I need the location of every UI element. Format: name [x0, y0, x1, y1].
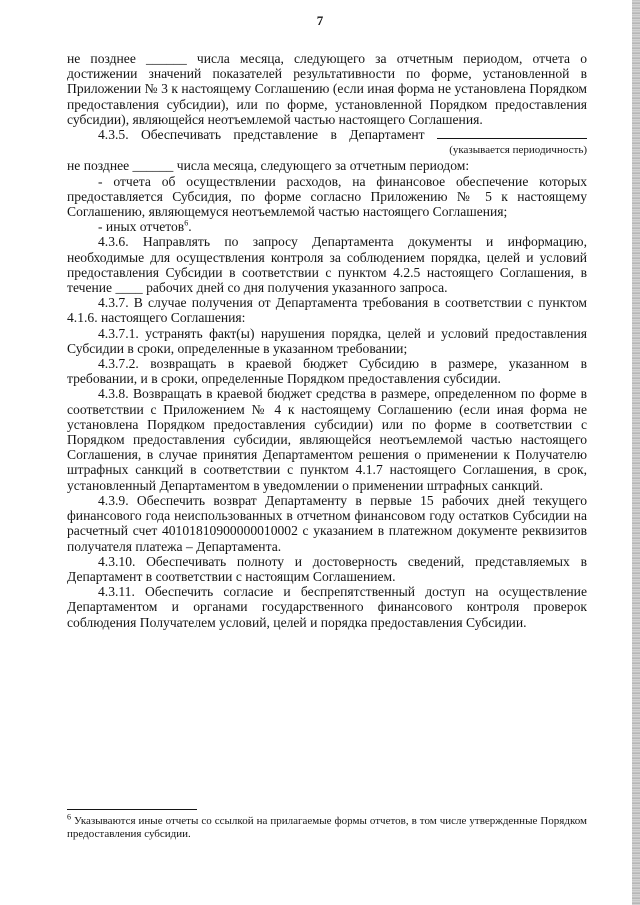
- bullet-expense-report: - отчета об осуществлении расходов, на финансовое обеспечение которых предоставляется Субсидия, по форме согласно Приложению № 5 к настоящему Соглашению, являющемуся неотъемлемой частью настоящего Соглашения;: [67, 173, 587, 220]
- paragraph-4-3-8: 4.3.8. Возвращать в краевой бюджет средства в размере, определенном по форме в соответствии с Приложением № 4 к настоящему Соглашению (если иная форма не установлена Порядком предоставления субсидии) или по форме в соответствии с Порядком предоставления субсидии, являющейся неотъемлемой частью настоящего Соглашения, в случае принятия Департаментом решения о применении к Получателю штрафных санкций в соответствии с пунктом 4.1.7 настоящего Соглашения, в срок, установленный Департаментом в уведомлении о применении штрафных санкций.: [67, 386, 587, 493]
- footnote-text: Указываются иные отчеты со ссылкой на прилагаемые формы отчетов, в том числе утвержденные Порядком предоставления субсидии.: [67, 815, 587, 840]
- paragraph-4-3-5-deadline: не позднее ______ числа месяца, следующего за отчетным периодом:: [67, 158, 470, 174]
- paragraph-4-3-5: [67, 127, 587, 142]
- document-body: [67, 51, 587, 630]
- bullet-other-reports-text: - иных отчетов: [98, 219, 185, 235]
- paragraph-4-3-10: 4.3.10. Обеспечивать полноту и достоверность сведений, представляемых в Департамент в соответствии с настоящим Соглашением.: [67, 553, 587, 584]
- paragraph-4-3-9: 4.3.9. Обеспечить возврат Департаменту в первые 15 рабочих дней текущего финансового года неиспользованных в отчетном финансовом году остатков Субсидии на расчетный счет 40101810900000010002 с указанием в платежном документе реквизитов получателя платежа – Департамента.: [67, 492, 587, 554]
- bullet-other-reports: [67, 219, 587, 234]
- paragraph-4-3-5-text: 4.3.5. Обеспечивать представление в Департамент: [98, 127, 425, 143]
- footnote-mark: 6: [67, 812, 71, 822]
- paragraph-4-3-7: 4.3.7. В случае получения от Департамента требования в соответствии с пунктом 4.1.6. настоящего Соглашения:: [67, 295, 587, 326]
- footnote-separator: [67, 809, 197, 810]
- paragraph-4-3-7-1: 4.3.7.1. устранять факт(ы) нарушения порядка, целей и условий предоставления Субсидии в сроки, определенные в указанном требовании;: [67, 325, 587, 356]
- periodicity-hint: (указывается периодичность): [449, 144, 587, 157]
- paragraph-4-3-6: 4.3.6. Направлять по запросу Департамента документы и информацию, необходимые для осуществления контроля за соблюдением порядка, целей и условий предоставления Субсидии в соответствии с пунктом 4.2.5 настоящего Соглашения, в течение ____ рабочих дней со дня получения указанного запроса.: [67, 234, 587, 296]
- footnote-ref-6: 6: [184, 218, 189, 228]
- page-number: 7: [316, 13, 324, 28]
- footnote: [67, 812, 587, 841]
- paragraph-4-3-7-2: 4.3.7.2. возвращать в краевой бюджет Субсидию в размере, указанном в требовании, и в сроки, определенные Порядком предоставления субсидии.: [67, 356, 587, 387]
- periodicity-blank: [437, 128, 587, 139]
- paragraph-report-results: не позднее ______ числа месяца, следующего за отчетным периодом, отчета о достижении значений показателей результативности по форме, установленной в Приложении № 3 к настоящему Соглашению (если иная форма не установлена Порядком предоставления субсидии), или по форме, установленной Порядком предоставления субсидии), являющейся неотъемлемой частью настоящего Соглашения.: [67, 51, 587, 127]
- bullet-other-reports-end: .: [188, 219, 192, 235]
- scan-edge: [632, 0, 640, 905]
- paragraph-4-3-11: 4.3.11. Обеспечить согласие и беспрепятственный доступ на осуществление Департаментом и органами государственного финансового контроля проверок соблюдения Получателем условий, целей и порядка предоставления Субсидии.: [67, 584, 587, 630]
